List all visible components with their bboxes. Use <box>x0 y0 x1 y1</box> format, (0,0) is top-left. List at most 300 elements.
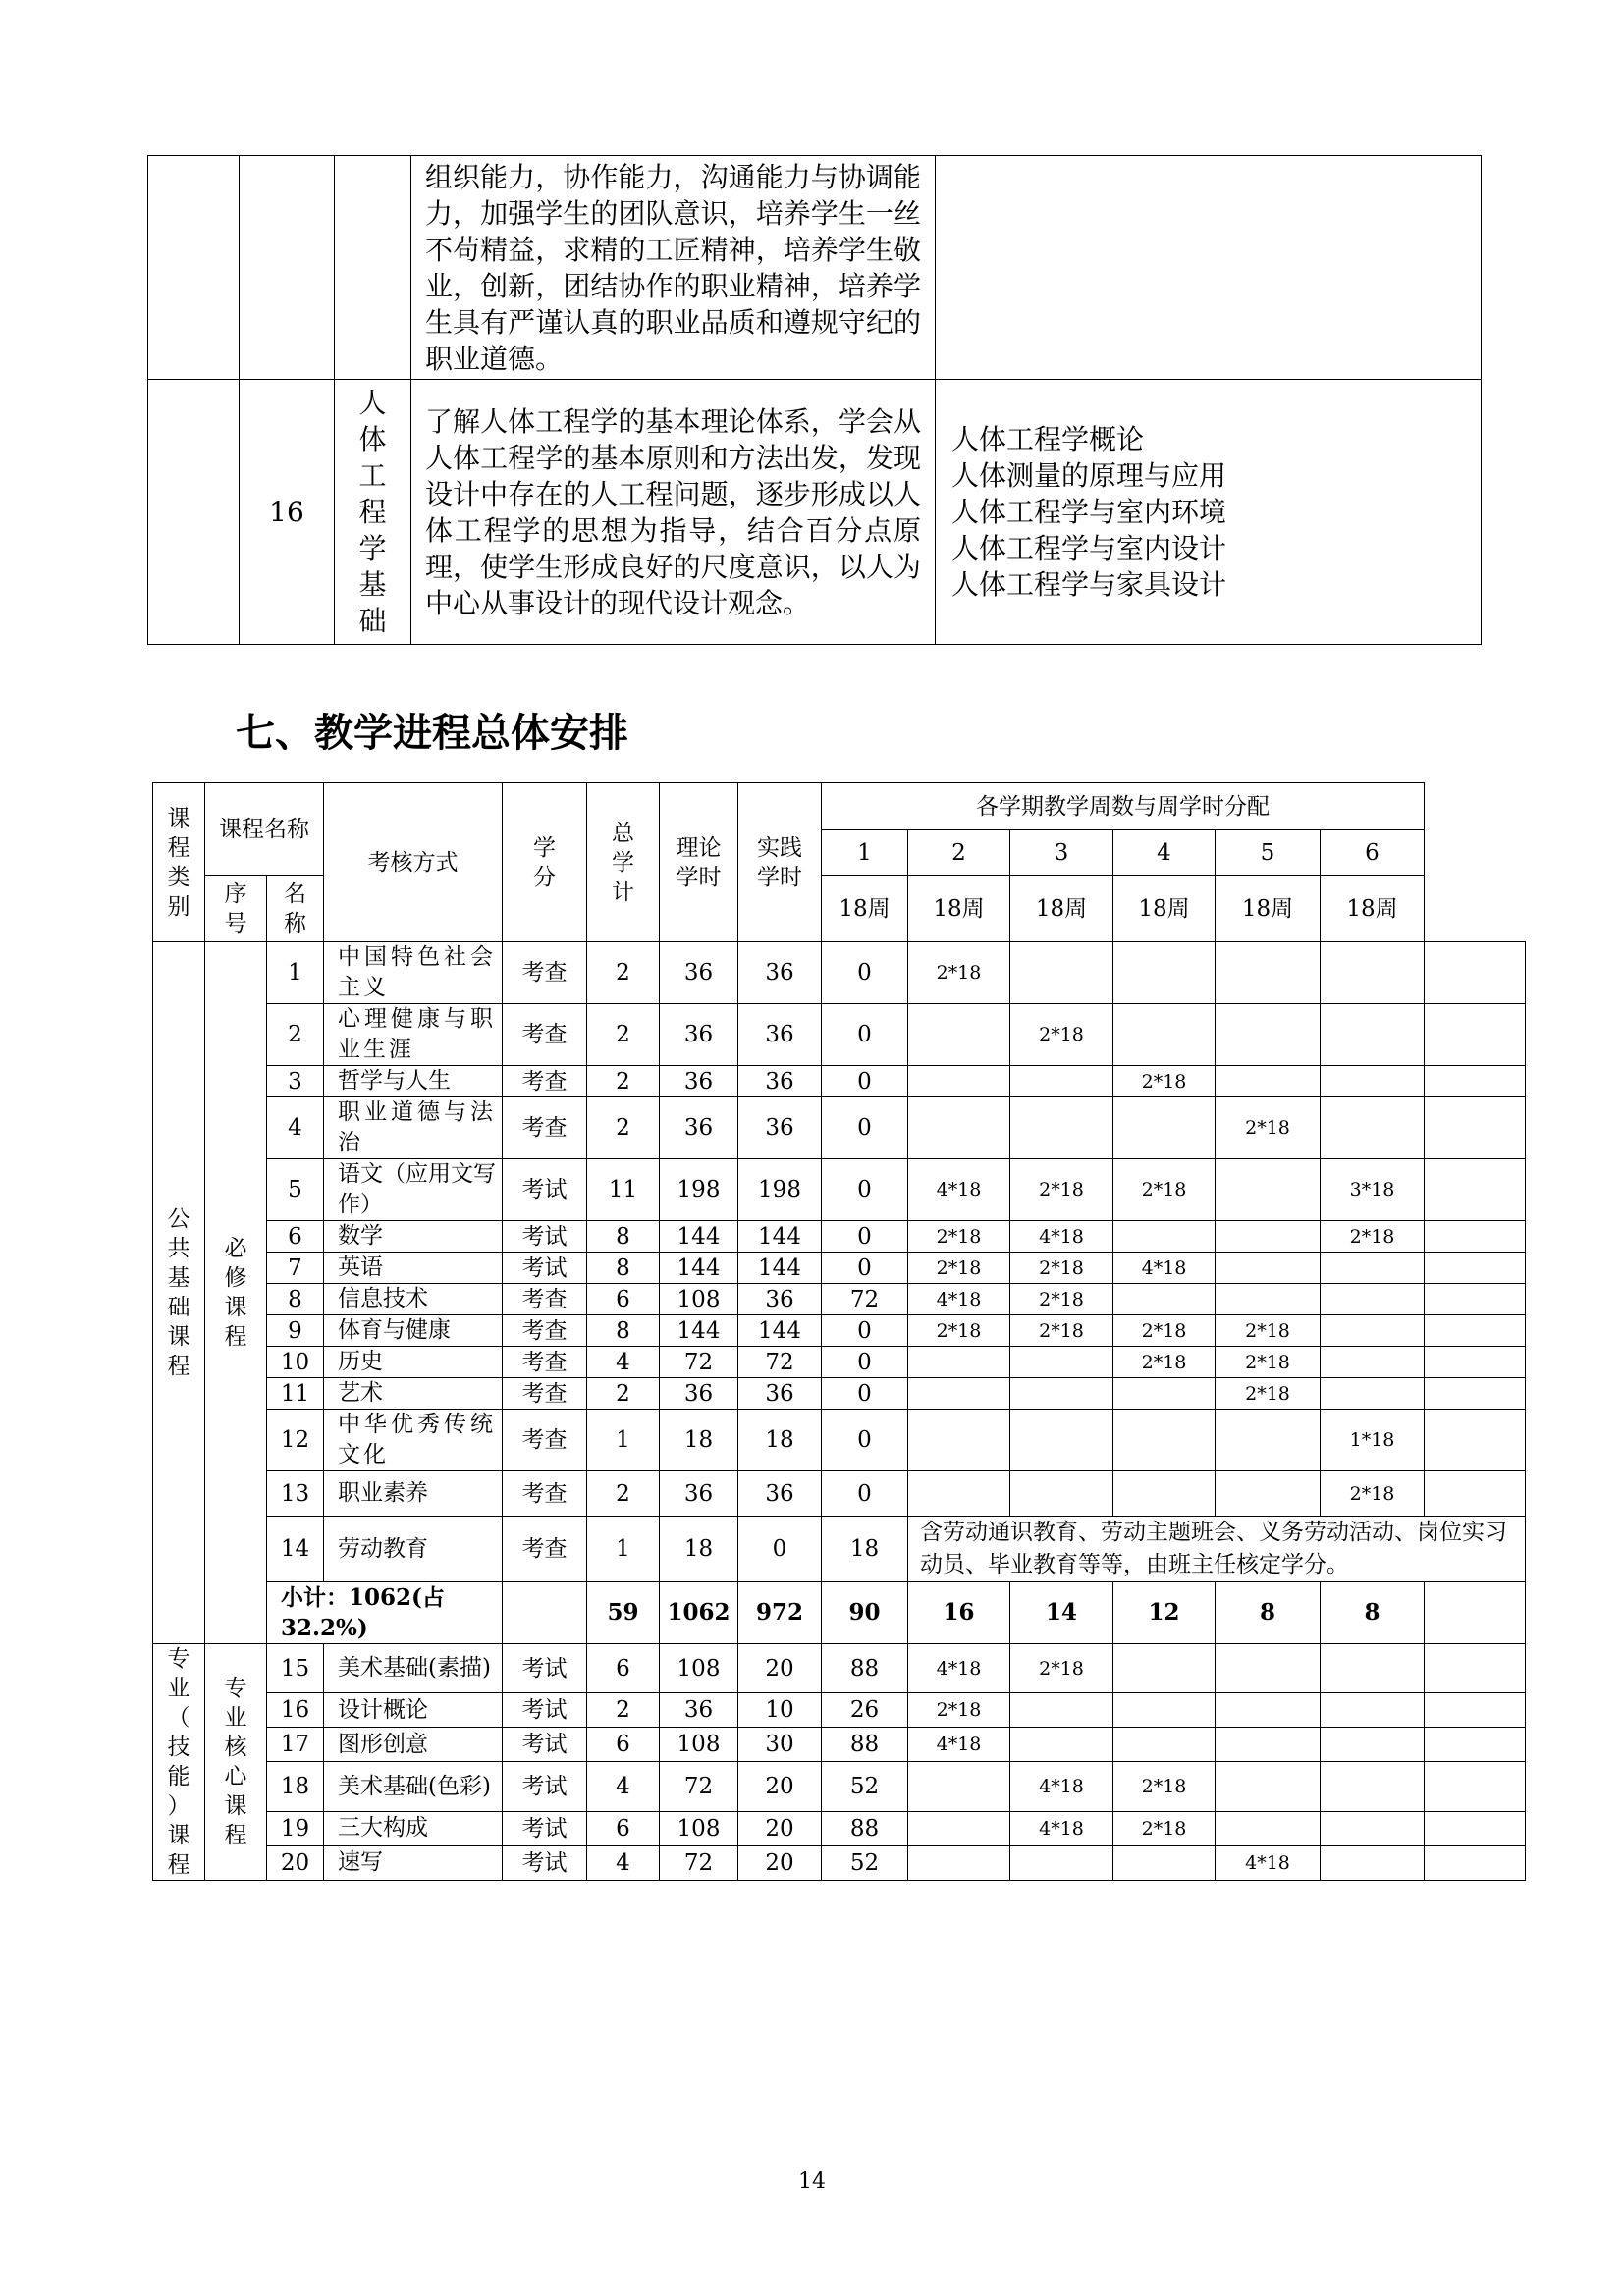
course-total-hours: 144 <box>660 1221 738 1253</box>
semester-hours <box>1113 1410 1216 1471</box>
semester-hours <box>1425 1284 1526 1315</box>
semester-hours <box>1425 1004 1526 1066</box>
semester-hours: 2*18 <box>908 1221 1010 1253</box>
semester-hours: 2*18 <box>1113 1159 1216 1221</box>
course-exam: 考试 <box>503 1159 587 1221</box>
course-practice-hours: 0 <box>822 1159 908 1221</box>
course-credit: 2 <box>587 1097 660 1159</box>
table-row <box>153 1471 1526 1517</box>
course-exam: 考查 <box>503 1410 587 1471</box>
semester-hours <box>1216 1410 1321 1471</box>
semester-hours <box>1113 1693 1216 1728</box>
course-theory-hours: 144 <box>738 1253 822 1284</box>
semester-hours <box>1010 1845 1113 1880</box>
semester-hours <box>1321 1378 1425 1410</box>
subtotal-exam <box>503 1582 587 1644</box>
semester-hours <box>1321 1693 1425 1728</box>
table-row <box>153 1517 1526 1582</box>
course-total-hours: 18 <box>660 1517 738 1582</box>
semester-hours <box>1113 1644 1216 1693</box>
header-semester-1: 1 <box>822 830 908 876</box>
semester-hours <box>1113 1284 1216 1315</box>
course-credit: 1 <box>587 1517 660 1582</box>
course-credit: 2 <box>587 942 660 1004</box>
table-row <box>153 1378 1526 1410</box>
course-exam: 考查 <box>503 1517 587 1582</box>
course-name: 美术基础(素描) <box>324 1644 503 1693</box>
course-total-hours: 108 <box>660 1728 738 1762</box>
course-total-hours: 72 <box>660 1347 738 1378</box>
course-name: 中华优秀传统文化 <box>324 1410 503 1471</box>
course-credit: 2 <box>587 1378 660 1410</box>
semester-hours <box>1010 942 1113 1004</box>
course-credit: 8 <box>587 1315 660 1347</box>
semester-hours <box>1010 1347 1113 1378</box>
course-name: 哲学与人生 <box>324 1066 503 1097</box>
course-credit: 6 <box>587 1728 660 1762</box>
course-credit: 6 <box>587 1284 660 1315</box>
table-row <box>153 1845 1526 1880</box>
course-practice-hours: 52 <box>822 1762 908 1811</box>
table-row <box>148 156 1482 380</box>
semester-hours <box>1113 1097 1216 1159</box>
semester-hours: 2*18 <box>1216 1315 1321 1347</box>
course-practice-hours: 0 <box>822 1066 908 1097</box>
course-seq: 14 <box>267 1517 324 1582</box>
semester-hours <box>908 1097 1010 1159</box>
semester-hours: 4*18 <box>1010 1221 1113 1253</box>
course-practice-hours: 88 <box>822 1728 908 1762</box>
semester-hours <box>908 1471 1010 1517</box>
course-practice-hours: 0 <box>822 1097 908 1159</box>
course-exam: 考试 <box>503 1221 587 1253</box>
header-semester-5: 5 <box>1216 830 1321 876</box>
course-exam: 考试 <box>503 1845 587 1880</box>
course-exam: 考查 <box>503 1004 587 1066</box>
semester-hours <box>1321 1097 1425 1159</box>
course-theory-hours: 20 <box>738 1644 822 1693</box>
table-row <box>153 1347 1526 1378</box>
course-credit: 8 <box>587 1221 660 1253</box>
semester-hours <box>1425 1378 1526 1410</box>
course-credit: 4 <box>587 1347 660 1378</box>
course-theory-hours: 10 <box>738 1693 822 1728</box>
semester-hours <box>908 1811 1010 1845</box>
course-credit: 8 <box>587 1253 660 1284</box>
course-theory-hours: 36 <box>738 1284 822 1315</box>
header-course-name: 课程名称 <box>205 783 324 876</box>
course-name: 职业道德与法治 <box>324 1097 503 1159</box>
course-exam: 考查 <box>503 1378 587 1410</box>
table-row <box>153 1728 1526 1762</box>
course-credit: 6 <box>587 1644 660 1693</box>
semester-hours <box>1216 1284 1321 1315</box>
semester-hours <box>908 1347 1010 1378</box>
semester-hours: 2*18 <box>1113 1762 1216 1811</box>
semester-hours <box>1425 1644 1526 1693</box>
course-total-hours: 36 <box>660 1378 738 1410</box>
semester-hours <box>1216 1159 1321 1221</box>
header-practice: 实践学时 <box>738 783 822 942</box>
course-total-hours: 36 <box>660 942 738 1004</box>
semester-hours <box>1425 1693 1526 1728</box>
header-exam: 考核方式 <box>324 783 503 942</box>
course-theory-hours: 36 <box>738 1378 822 1410</box>
semester-hours <box>1113 942 1216 1004</box>
course-theory-hours: 144 <box>738 1315 822 1347</box>
subtotal-label: 小计：1062(占32.2%) <box>267 1582 503 1644</box>
semester-hours <box>1321 1315 1425 1347</box>
course-name: 信息技术 <box>324 1284 503 1315</box>
semester-hours <box>1216 1693 1321 1728</box>
semester-hours <box>1216 1253 1321 1284</box>
course-exam: 考试 <box>503 1811 587 1845</box>
table-row <box>153 1315 1526 1347</box>
subtotal-total: 1062 <box>660 1582 738 1644</box>
table-row <box>153 1762 1526 1811</box>
course-practice-hours: 0 <box>822 1347 908 1378</box>
semester-hours <box>1321 1347 1425 1378</box>
course-seq: 7 <box>267 1253 324 1284</box>
course-exam: 考查 <box>503 1347 587 1378</box>
course-exam: 考查 <box>503 1471 587 1517</box>
course-theory-hours: 20 <box>738 1845 822 1880</box>
semester-hours <box>1425 1315 1526 1347</box>
course-exam: 考试 <box>503 1728 587 1762</box>
semester-hours: 4*18 <box>908 1284 1010 1315</box>
table-row <box>153 1159 1526 1221</box>
course-seq: 12 <box>267 1410 324 1471</box>
semester-hours: 2*18 <box>1216 1347 1321 1378</box>
table-row <box>153 1284 1526 1315</box>
semester-hours <box>1113 1845 1216 1880</box>
semester-hours <box>1425 1097 1526 1159</box>
header-weeks: 18周 <box>1216 876 1321 942</box>
table-row <box>153 1811 1526 1845</box>
subtotal-semester: 8 <box>1216 1582 1321 1644</box>
semester-hours: 4*18 <box>1113 1253 1216 1284</box>
semester-hours <box>1113 1221 1216 1253</box>
teaching-schedule-table <box>152 782 1526 1881</box>
course-name: 美术基础(色彩) <box>324 1762 503 1811</box>
course-exam: 考查 <box>503 1284 587 1315</box>
table-cell <box>335 156 411 380</box>
course-name: 心理健康与职业生涯 <box>324 1004 503 1066</box>
course-practice-hours: 88 <box>822 1644 908 1693</box>
semester-hours: 2*18 <box>1010 1004 1113 1066</box>
subtotal-semester: 14 <box>1010 1582 1113 1644</box>
semester-hours <box>1425 1159 1526 1221</box>
course-total-hours: 108 <box>660 1811 738 1845</box>
semester-hours: 2*18 <box>1216 1378 1321 1410</box>
semester-hours <box>1425 942 1526 1004</box>
semester-hours <box>908 1845 1010 1880</box>
course-theory-hours: 36 <box>738 1004 822 1066</box>
course-practice-hours: 0 <box>822 1004 908 1066</box>
header-semester-3: 3 <box>1010 830 1113 876</box>
course-exam: 考试 <box>503 1253 587 1284</box>
header-weeks: 18周 <box>1113 876 1216 942</box>
course-name: 艺术 <box>324 1378 503 1410</box>
course-exam: 考试 <box>503 1762 587 1811</box>
semester-hours <box>1216 1811 1321 1845</box>
semester-hours <box>1216 1471 1321 1517</box>
course-practice-hours: 18 <box>822 1517 908 1582</box>
semester-hours <box>1321 1845 1425 1880</box>
course-seq: 1 <box>267 942 324 1004</box>
course-name: 语文（应用文写作） <box>324 1159 503 1221</box>
semester-hours <box>1216 942 1321 1004</box>
course-seq: 4 <box>267 1097 324 1159</box>
header-category: 课程类别 <box>153 783 205 942</box>
course-theory-hours: 36 <box>738 1097 822 1159</box>
course-total-hours: 144 <box>660 1253 738 1284</box>
course-name: 设计概论 <box>324 1693 503 1728</box>
course-name: 劳动教育 <box>324 1517 503 1582</box>
course-theory-hours: 20 <box>738 1762 822 1811</box>
course-practice-hours: 0 <box>822 1221 908 1253</box>
course-practice-hours: 0 <box>822 942 908 1004</box>
semester-hours <box>1113 1004 1216 1066</box>
course-content <box>936 156 1482 380</box>
course-type-cell: 必 修 课 程 <box>205 942 267 1644</box>
course-exam: 考查 <box>503 1066 587 1097</box>
semester-hours: 2*18 <box>1010 1284 1113 1315</box>
semester-hours <box>1321 1066 1425 1097</box>
semester-hours: 4*18 <box>1010 1762 1113 1811</box>
course-theory-hours: 0 <box>738 1517 822 1582</box>
table-cell <box>148 156 240 380</box>
header-credit: 学分 <box>503 783 587 942</box>
semester-hours <box>1010 1693 1113 1728</box>
semester-hours <box>1425 1845 1526 1880</box>
subtotal-semester: 8 <box>1321 1582 1425 1644</box>
semester-hours <box>908 1410 1010 1471</box>
table-row <box>153 1066 1526 1097</box>
semester-hours: 4*18 <box>908 1728 1010 1762</box>
course-seq: 17 <box>267 1728 324 1762</box>
course-exam: 考查 <box>503 942 587 1004</box>
course-total-hours: 36 <box>660 1471 738 1517</box>
course-credit: 4 <box>587 1845 660 1880</box>
semester-hours <box>1216 1004 1321 1066</box>
course-exam: 考查 <box>503 1315 587 1347</box>
course-total-hours: 144 <box>660 1315 738 1347</box>
semester-hours <box>1010 1471 1113 1517</box>
semester-hours <box>1010 1410 1113 1471</box>
semester-hours <box>1425 1471 1526 1517</box>
semester-hours <box>1425 1762 1526 1811</box>
course-total-hours: 36 <box>660 1097 738 1159</box>
semester-hours: 2*18 <box>1216 1097 1321 1159</box>
course-name: 速写 <box>324 1845 503 1880</box>
course-total-hours: 198 <box>660 1159 738 1221</box>
table-row <box>153 783 1526 830</box>
course-objectives-table <box>147 155 1482 645</box>
course-total-hours: 36 <box>660 1004 738 1066</box>
course-practice-hours: 0 <box>822 1315 908 1347</box>
semester-hours: 2*18 <box>1113 1347 1216 1378</box>
semester-hours <box>1216 1762 1321 1811</box>
table-row <box>153 1097 1526 1159</box>
semester-hours <box>1321 1004 1425 1066</box>
course-practice-hours: 72 <box>822 1284 908 1315</box>
semester-hours <box>1425 1728 1526 1762</box>
course-practice-hours: 0 <box>822 1253 908 1284</box>
semester-hours: 2*18 <box>1321 1221 1425 1253</box>
course-seq: 20 <box>267 1845 324 1880</box>
course-seq: 16 <box>267 1693 324 1728</box>
header-theory: 理论学时 <box>660 783 738 942</box>
header-semester-4: 4 <box>1113 830 1216 876</box>
course-seq: 15 <box>267 1644 324 1693</box>
header-name: 名 称 <box>267 876 324 942</box>
category-cell: 公 共 基 础 课 程 <box>153 942 205 1644</box>
course-total-hours: 36 <box>660 1066 738 1097</box>
semester-hours <box>1425 1811 1526 1845</box>
course-theory-hours: 36 <box>738 942 822 1004</box>
course-total-hours: 108 <box>660 1284 738 1315</box>
semester-hours <box>1321 1644 1425 1693</box>
table-row <box>153 1582 1526 1644</box>
course-exam: 考试 <box>503 1693 587 1728</box>
semester-hours <box>908 1378 1010 1410</box>
course-seq: 3 <box>267 1066 324 1097</box>
course-theory-hours: 72 <box>738 1347 822 1378</box>
course-practice-hours: 0 <box>822 1378 908 1410</box>
table-row <box>153 1693 1526 1728</box>
semester-hours: 2*18 <box>1113 1066 1216 1097</box>
course-practice-hours: 26 <box>822 1693 908 1728</box>
semester-hours <box>1425 1253 1526 1284</box>
table-cell <box>240 156 335 380</box>
course-seq: 8 <box>267 1284 324 1315</box>
semester-hours: 4*18 <box>908 1644 1010 1693</box>
course-theory-hours: 18 <box>738 1410 822 1471</box>
semester-hours <box>1113 1728 1216 1762</box>
table-row <box>153 1004 1526 1066</box>
page-number: 14 <box>798 2169 826 2194</box>
course-note: 含劳动通识教育、劳动主题班会、义务劳动活动、岗位实习动员、毕业教育等等，由班主任核定学分。 <box>908 1517 1526 1582</box>
semester-hours <box>908 1066 1010 1097</box>
course-exam: 考查 <box>503 1097 587 1159</box>
course-seq: 5 <box>267 1159 324 1221</box>
course-theory-hours: 36 <box>738 1471 822 1517</box>
semester-hours <box>1425 1066 1526 1097</box>
semester-hours: 2*18 <box>1113 1811 1216 1845</box>
course-practice-hours: 0 <box>822 1471 908 1517</box>
semester-hours <box>1321 1762 1425 1811</box>
course-practice-hours: 88 <box>822 1811 908 1845</box>
course-theory-hours: 198 <box>738 1159 822 1221</box>
table-row <box>153 942 1526 1004</box>
semester-hours <box>1216 1221 1321 1253</box>
table-row <box>153 1221 1526 1253</box>
course-credit: 11 <box>587 1159 660 1221</box>
course-objective: 组织能力，协作能力，沟通能力与协调能力，加强学生的团队意识，培养学生一丝不苟精益，求精的工匠精神，培养学生敬业，创新，团结协作的职业精神，培养学生具有严谨认真的职业品质和遵规守纪的职业道德。 <box>411 156 936 380</box>
course-seq: 2 <box>267 1004 324 1066</box>
semester-hours: 2*18 <box>908 1253 1010 1284</box>
course-total-hours: 72 <box>660 1762 738 1811</box>
header-seq: 序号 <box>205 876 267 942</box>
course-type-cell: 专 业 核 心 课 程 <box>205 1644 267 1881</box>
course-name: 图形创意 <box>324 1728 503 1762</box>
semester-hours <box>1113 1378 1216 1410</box>
course-objective: 了解人体工程学的基本理论体系，学会从人体工程学的基本原则和方法出发，发现设计中存在的人工程问题，逐步形成以人体工程学的思想为指导，结合百分点原理，使学生形成良好的尺度意识，以人为中心从事设计的现代设计观念。 <box>411 380 936 645</box>
course-credit: 2 <box>587 1471 660 1517</box>
semester-hours <box>1321 1811 1425 1845</box>
course-seq: 9 <box>267 1315 324 1347</box>
course-exam: 考试 <box>503 1644 587 1693</box>
course-practice-hours: 52 <box>822 1845 908 1880</box>
semester-hours <box>1010 1066 1113 1097</box>
course-name: 体育与健康 <box>324 1315 503 1347</box>
course-theory-hours: 20 <box>738 1811 822 1845</box>
subtotal-credit: 59 <box>587 1582 660 1644</box>
semester-hours <box>1216 1728 1321 1762</box>
course-credit: 2 <box>587 1004 660 1066</box>
course-seq: 19 <box>267 1811 324 1845</box>
course-name: 中国特色社会主义 <box>324 942 503 1004</box>
course-seq: 6 <box>267 1221 324 1253</box>
semester-hours: 4*18 <box>1216 1845 1321 1880</box>
header-weeks: 18周 <box>1010 876 1113 942</box>
semester-hours <box>1425 1221 1526 1253</box>
header-semester-title: 各学期教学周数与周学时分配 <box>822 783 1425 830</box>
semester-hours: 3*18 <box>1321 1159 1425 1221</box>
course-credit: 2 <box>587 1066 660 1097</box>
semester-hours <box>1010 1728 1113 1762</box>
semester-hours: 2*18 <box>1113 1315 1216 1347</box>
table-row <box>148 380 1482 645</box>
semester-hours <box>1425 1347 1526 1378</box>
semester-hours <box>1216 1066 1321 1097</box>
semester-hours <box>1010 1378 1113 1410</box>
course-total-hours: 18 <box>660 1410 738 1471</box>
course-seq: 13 <box>267 1471 324 1517</box>
course-theory-hours: 36 <box>738 1066 822 1097</box>
course-total-hours: 108 <box>660 1644 738 1693</box>
course-credit: 2 <box>587 1693 660 1728</box>
header-semester-2: 2 <box>908 830 1010 876</box>
header-weeks: 18周 <box>1321 876 1425 942</box>
semester-hours <box>1321 1728 1425 1762</box>
course-total-hours: 36 <box>660 1693 738 1728</box>
semester-hours <box>1321 942 1425 1004</box>
table-row <box>153 1644 1526 1693</box>
course-name: 英语 <box>324 1253 503 1284</box>
course-name: 职业素养 <box>324 1471 503 1517</box>
course-theory-hours: 30 <box>738 1728 822 1762</box>
subtotal-semester: 12 <box>1113 1582 1216 1644</box>
subtotal-semester: 16 <box>908 1582 1010 1644</box>
table-row <box>153 1253 1526 1284</box>
semester-hours: 1*18 <box>1321 1410 1425 1471</box>
course-seq: 18 <box>267 1762 324 1811</box>
course-seq: 10 <box>267 1347 324 1378</box>
course-content: 人体工程学概论 人体测量的原理与应用 人体工程学与室内环境 人体工程学与室内设计 人体工程学与家具设计 <box>936 380 1482 645</box>
course-total-hours: 72 <box>660 1845 738 1880</box>
course-name: 三大构成 <box>324 1811 503 1845</box>
course-credit: 4 <box>587 1762 660 1811</box>
subtotal-semester <box>1425 1582 1526 1644</box>
semester-hours: 2*18 <box>908 942 1010 1004</box>
subtotal-practice: 90 <box>822 1582 908 1644</box>
semester-hours: 2*18 <box>1010 1315 1113 1347</box>
subtotal-theory: 972 <box>738 1582 822 1644</box>
semester-hours <box>1113 1471 1216 1517</box>
semester-hours: 2*18 <box>908 1315 1010 1347</box>
